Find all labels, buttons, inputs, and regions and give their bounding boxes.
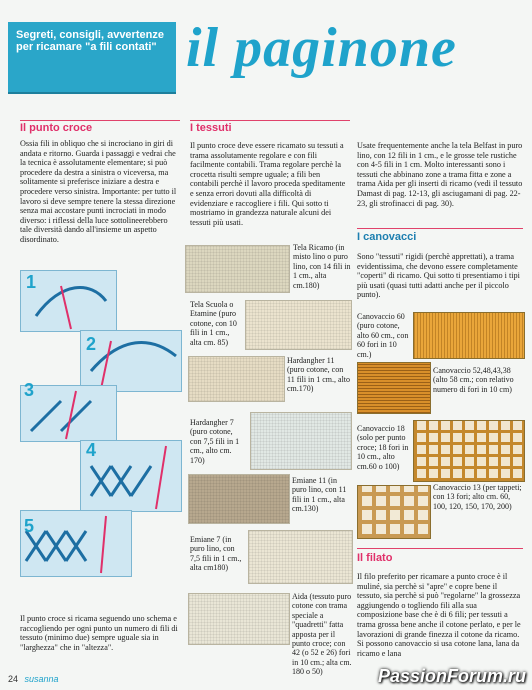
tessuti-intro: Il punto croce deve essere ricamato su tessuti a trama assolutamente regolare e con fili facilmente contabili. Trama regolare perchè la crocetta risulti sempre uguale; a fili ben contabili perchè il lavoro proceda speditamente e senza errori dovuti alla difficoltà di evidenziare e raccogliere i fili. Qui sotto ti mostriamo in grandezza naturale alcuni dei tessuti più usati. [190,141,346,227]
tessuti-col2-text: Usate frequentemente anche la tela Belfast in puro lino, con 12 fili in 1 cm., e le grosse tele rustiche con 4-5 fili in 1 cm. Molto interessanti sono i tessuti che abbinano zone a trama fitta e zone a trama Aida per gli inserti di ricamo (vedi il tessuto Damast di pag. 12-13, gli asciugamani di pag. 22-23, gli strofinacci di pag. 30). [357,141,523,208]
fabric-caption: Emiane 7 (in puro lino, con 7,5 fili in 1 cm., alta cm180) [190,535,242,573]
section-rule [357,228,523,229]
canovacci-intro: Sono "tessuti" rigidi (perchè apprettati), a trama evidentissima, che devono essere completamente "coperti" di ricamo. Qui sotto ti presentiamo i tipi più usati (quasi tutti adatti anche per il piccolo punto). [357,252,520,300]
canvas-sample [413,420,525,482]
canvas-caption: Canovaccio 18 (solo per punto croce; 18 fori in 10 cm., alto cm.60 o 100) [357,424,409,471]
watermark: PassionForum.ru [377,666,526,686]
fabric-caption: Emiane 11 (in puro lino, con 11 fili in 1 cm., alta cm.130) [292,476,347,514]
filato-text: Il filo preferito per ricamare a punto croce è il muliné, sia perchè si "apre" e copre bene il tessuto, sia perchè si può "regolarne" la grossezza aggiungendo o togliendo fili alla sua composizione base che è di 6 fili; per tessuti a trama grossa bene anche il cotone perlato, e per le lavorazioni di grande finezza il cotone da ricamo. Si possono canovaccio si usa cotone lana, lana da ricamo e lana [357,572,521,658]
section-rule [357,548,523,549]
step-panel [20,385,117,442]
fabric-sample [245,300,352,350]
fabric-sample [185,245,290,293]
step-panel [20,510,132,577]
punto-croce-intro: Ossia fili in obliquo che si incrociano in giri di andata e ritorno. Guarda i passaggi e vedrai che la tecnica è assolutamente elementare; si può procedere da destra a sinistra o viceversa, ma solitamente si preferisce iniziare a destra e procedere verso sinistra. Importante: per tutto il lavoro si deve sempre tenere la stessa direzione senza mai accostare punti incrociati in modo diverso: i riflessi della luce sottolineerebbero tale diversità dando all'insieme un aspetto disordinato. [20,139,177,244]
page-footer [8,674,59,684]
fabric-sample [250,412,352,470]
canvas-caption: Canovaccio 60 (puro cotone, alto 60 cm., con 60 fori in 10 cm.) [357,312,409,359]
header-banner [8,22,176,94]
steps-illustration [20,270,180,600]
fabric-caption: Hardangher 11 (puro cotone, con 11 fili in 1 cm., alto cm.170) [287,356,351,394]
needle-icon [21,511,131,576]
canvas-sample [357,362,431,414]
step-number: 4 [86,440,97,460]
section-heading-canovacci: I canovacci [357,231,417,243]
section-heading-filato: Il filato [357,552,393,564]
banner-text: Segreti, consigli, avvertenze per ricamare "a fili contati" [16,29,164,53]
section-heading-tessuti: I tessuti [190,122,232,134]
section-rule [190,120,350,121]
step-number: 1 [26,272,37,292]
section-rule [20,120,180,121]
section-heading-punto-croce: Il punto croce [20,122,93,134]
canvas-sample [413,312,525,359]
page-title: il paginone [186,17,457,79]
canvas-caption: Canovaccio 13 (per tappeti; con 13 fori; alto cm. 60, 100, 120, 150, 170, 200) [433,483,522,511]
fabric-sample [188,474,290,524]
fabric-caption: Tela Scuola o Etamine (puro cotone, con 10 fili in 1 cm., alta cm. 85) [190,300,237,347]
fabric-sample [248,530,353,584]
step-number: 2 [86,334,97,354]
fabric-caption: Aida (tessuto puro cotone con trama speciale a "quadretti" fatta apposta per il punto croce; con 42 (o 52 e 26) fori in 10 cm.; alta cm. 180 o 50) [292,592,352,677]
fabric-sample [188,593,290,645]
punto-croce-outro: Il punto croce si ricama seguendo uno schema e raccogliendo per ogni punto un numero di fili di tessuto (minimo due) sempre uguale sia in "larghezza" che in "altezza". [20,614,178,652]
fabric-sample [188,356,285,402]
step-number: 3 [24,380,35,400]
canvas-caption: Canovaccio 52,48,43,38 (alto 58 cm.; con relativo numero di fori in 10 cm) [433,366,514,394]
fabric-caption: Tela Ricamo (in misto lino o puro lino, con 14 fili in 1 cm., alta cm.180) [293,243,351,290]
step-number: 5 [24,516,35,536]
page-number: 24 [8,674,19,684]
fabric-caption: Hardangher 7 (puro cotone, con 7,5 fili in 1 cm., alto cm. 170) [190,418,240,465]
magazine-name: susanna [24,674,59,684]
canvas-sample [357,485,431,539]
needle-icon [21,386,116,441]
